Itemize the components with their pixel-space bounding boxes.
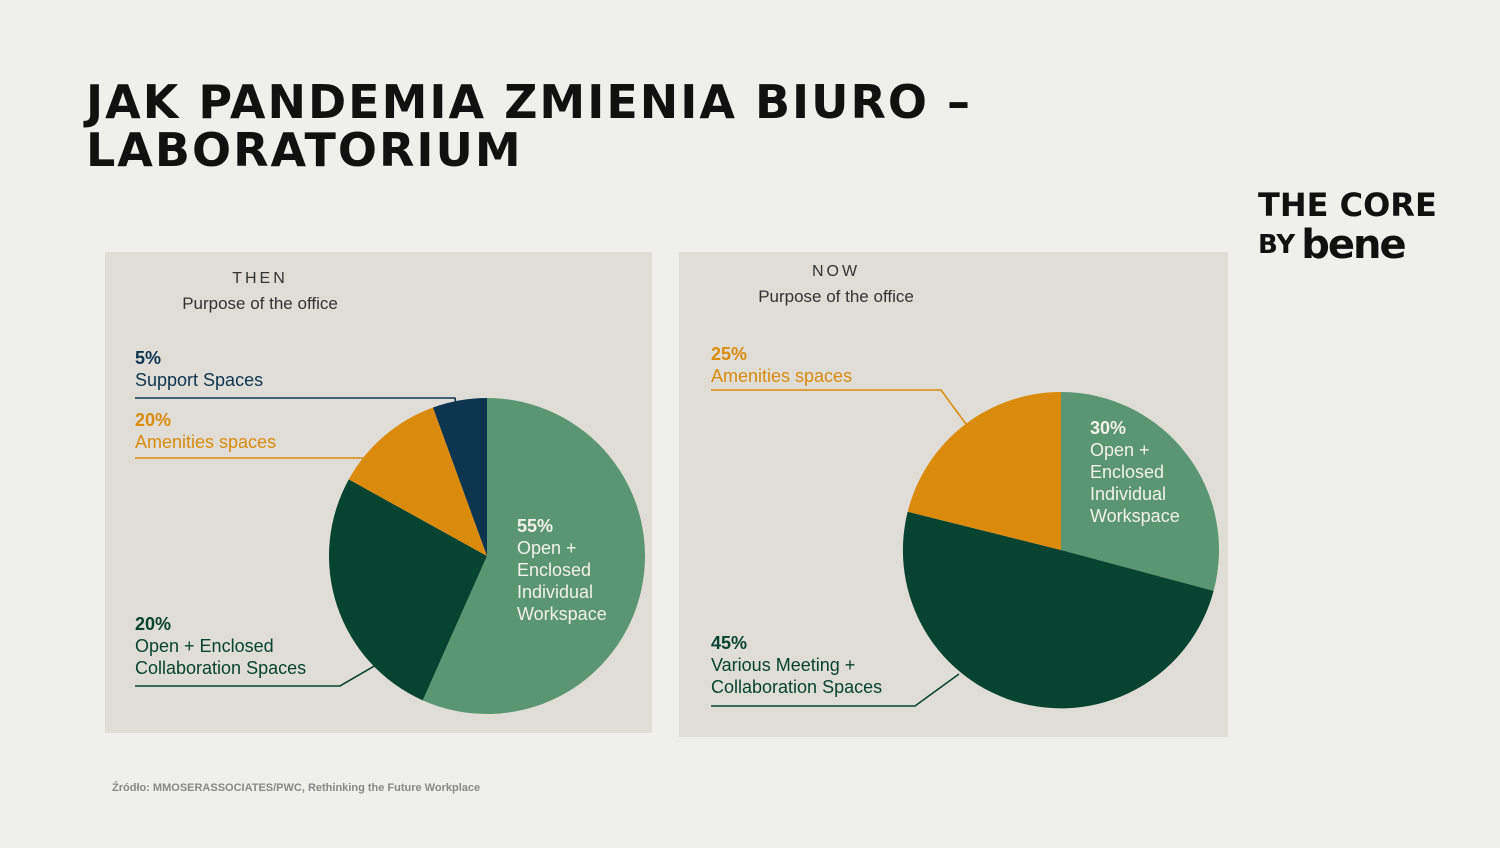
slice-label-now-0-1: Enclosed — [1090, 462, 1165, 482]
slice-percent-then-3: 5% — [135, 348, 162, 368]
leader-line-then-3 — [135, 398, 457, 412]
slice-label-now-0-2: Individual — [1090, 484, 1167, 504]
slice-percent-now-2: 25% — [711, 344, 748, 364]
slice-label-then-2-0: Amenities spaces — [135, 432, 277, 452]
slice-percent-now-1: 45% — [711, 633, 748, 653]
slice-percent-now-0: 30% — [1090, 418, 1127, 438]
slice-label-now-1-1: Collaboration Spaces — [711, 677, 883, 697]
chart-panel-now — [679, 252, 1228, 737]
chart-subtitle-now: Purpose of the office — [758, 287, 914, 306]
slice-label-now-1-0: Various Meeting + — [711, 655, 856, 675]
leader-line-now-2 — [711, 390, 966, 424]
slice-percent-then-1: 20% — [135, 614, 172, 634]
slice-label-now-0-3: Workspace — [1090, 506, 1180, 526]
slide-title-line1: JAK PANDEMIA ZMIENIA BIURO – — [86, 75, 973, 129]
brand-by: BY — [1258, 230, 1296, 260]
chart-panel-then — [105, 252, 652, 733]
pie-chart-now — [679, 252, 1228, 737]
chart-title-then: THEN — [232, 270, 288, 287]
slide-title — [86, 75, 973, 177]
brand-line2 — [1258, 224, 1437, 274]
brand-logo — [1258, 186, 1437, 274]
slice-label-now-2-0: Amenities spaces — [711, 366, 853, 386]
slice-label-then-0-1: Enclosed — [517, 560, 592, 580]
slice-label-then-0-3: Workspace — [517, 604, 607, 624]
slice-percent-then-2: 20% — [135, 410, 172, 430]
slice-label-now-0-0: Open + — [1090, 440, 1150, 460]
slice-percent-then-0: 55% — [517, 516, 554, 536]
slice-label-then-0-2: Individual — [517, 582, 594, 602]
slice-label-then-0-0: Open + — [517, 538, 577, 558]
slice-label-then-1-1: Collaboration Spaces — [135, 658, 307, 678]
chart-subtitle-then: Purpose of the office — [182, 294, 338, 313]
slice-label-then-1-0: Open + Enclosed — [135, 636, 274, 656]
brand-line1: THE CORE — [1258, 186, 1437, 224]
slice-label-then-3-0: Support Spaces — [135, 370, 264, 390]
chart-title-now: NOW — [811, 263, 861, 280]
source-note: Źródło: MMOSERASSOCIATES/PWC, Rethinking the Future Workplace — [112, 782, 481, 794]
slide-title-line2: LABORATORIUM — [86, 123, 523, 177]
brand-name: bene — [1301, 222, 1405, 268]
pie-chart-then — [105, 252, 652, 733]
